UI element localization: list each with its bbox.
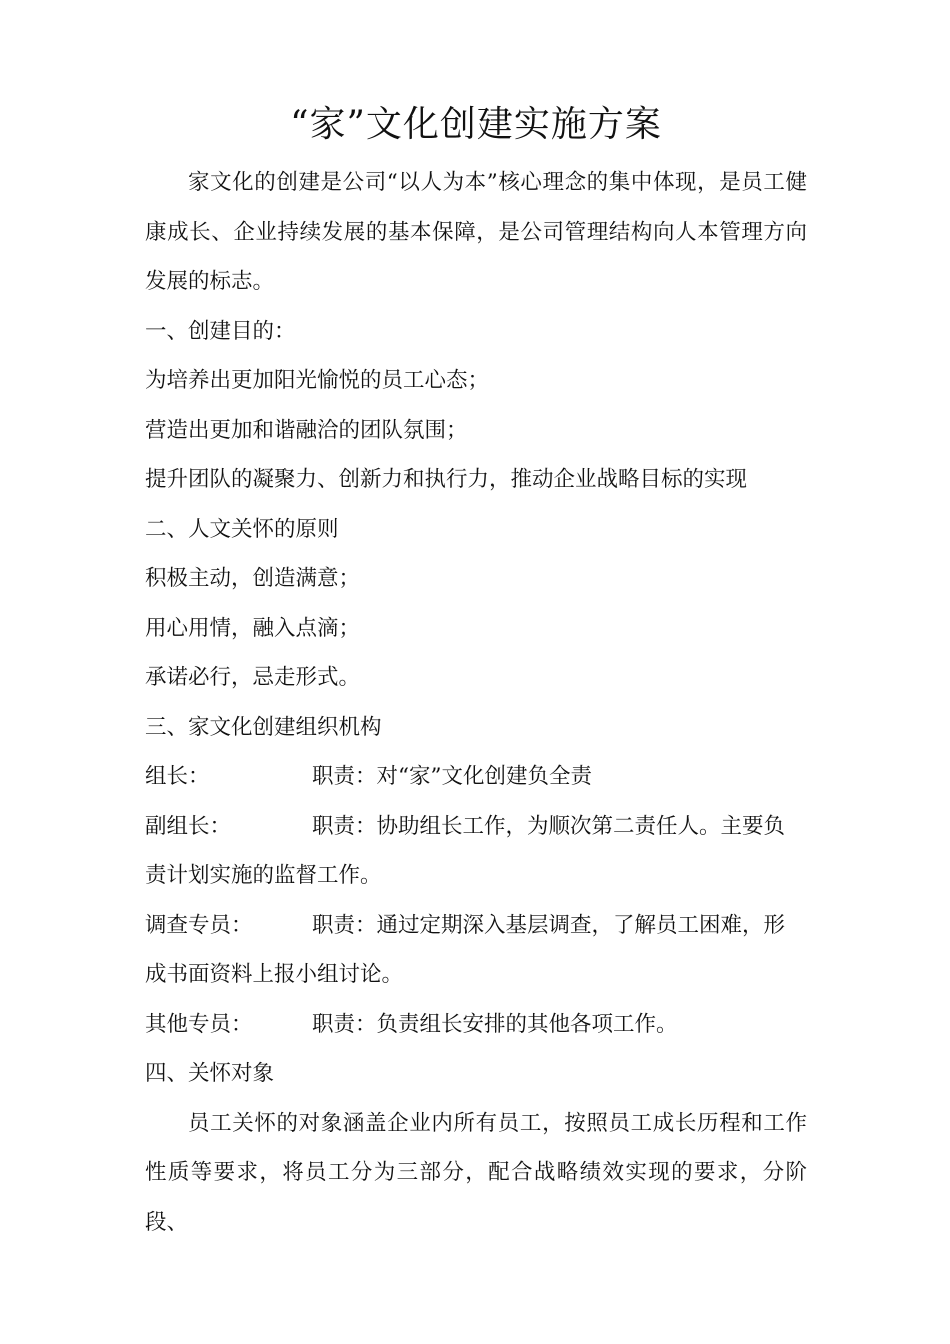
role-duty-continued: 成书面资料上报小组讨论。 — [145, 962, 404, 987]
section-3-heading: 三、家文化创建组织机构 — [145, 714, 382, 740]
section-4-paragraph: 员工关怀的对象涵盖企业内所有员工，按照员工成长历程和工作性质等要求，将员工分为三部分，配合战略绩效实现的要求，分阶段、 — [145, 1110, 807, 1235]
role-duty: 职责：对“家”文化创建负全责 — [312, 764, 592, 789]
role-duty: 职责：协助组长工作，为顺次第二责任人。主要负 — [312, 813, 786, 839]
section-2-item-2: 用心用情，融入点滴； — [145, 615, 361, 641]
role-name: 调查专员： — [145, 912, 253, 938]
document-page — [145, 98, 807, 1247]
document-title: “家”文化创建实施方案 — [290, 104, 662, 145]
section-2-item-1: 积极主动，创造满意； — [145, 566, 361, 591]
intro-paragraph: 家文化的创建是公司“以人为本”核心理念的集中体现，是员工健康成长、企业持续发展的基本保障，是公司管理结构向人本管理方向发展的标志。 — [145, 170, 807, 294]
role-duty: 职责：通过定期深入基层调查，了解员工困难，形 — [312, 912, 786, 938]
role-name: 组长： — [145, 764, 210, 789]
role-row-investigator — [145, 901, 807, 951]
section-1-item-2: 营造出更加和谐融洽的团队氛围； — [145, 417, 468, 443]
section-4-heading: 四、关怀对象 — [145, 1061, 275, 1086]
role-row-other-specialist — [145, 1000, 807, 1050]
role-name: 其他专员： — [145, 1011, 253, 1037]
role-row-deputy-leader — [145, 802, 807, 852]
section-1-item-1: 为培养出更加阳光愉悦的员工心态； — [145, 368, 490, 393]
role-duty-continued: 责计划实施的监督工作。 — [145, 863, 382, 888]
role-duty: 职责：负责组长安排的其他各项工作。 — [312, 1011, 678, 1037]
section-1-item-3: 提升团队的凝聚力、创新力和执行力，推动企业战略目标的实现 — [145, 467, 748, 492]
role-name: 副组长： — [145, 813, 232, 839]
section-2-heading: 二、人文关怀的原则 — [145, 516, 339, 542]
section-1-heading: 一、创建目的： — [145, 318, 296, 344]
role-row-leader — [145, 752, 807, 802]
section-2-item-3: 承诺必行，忌走形式。 — [145, 665, 361, 690]
